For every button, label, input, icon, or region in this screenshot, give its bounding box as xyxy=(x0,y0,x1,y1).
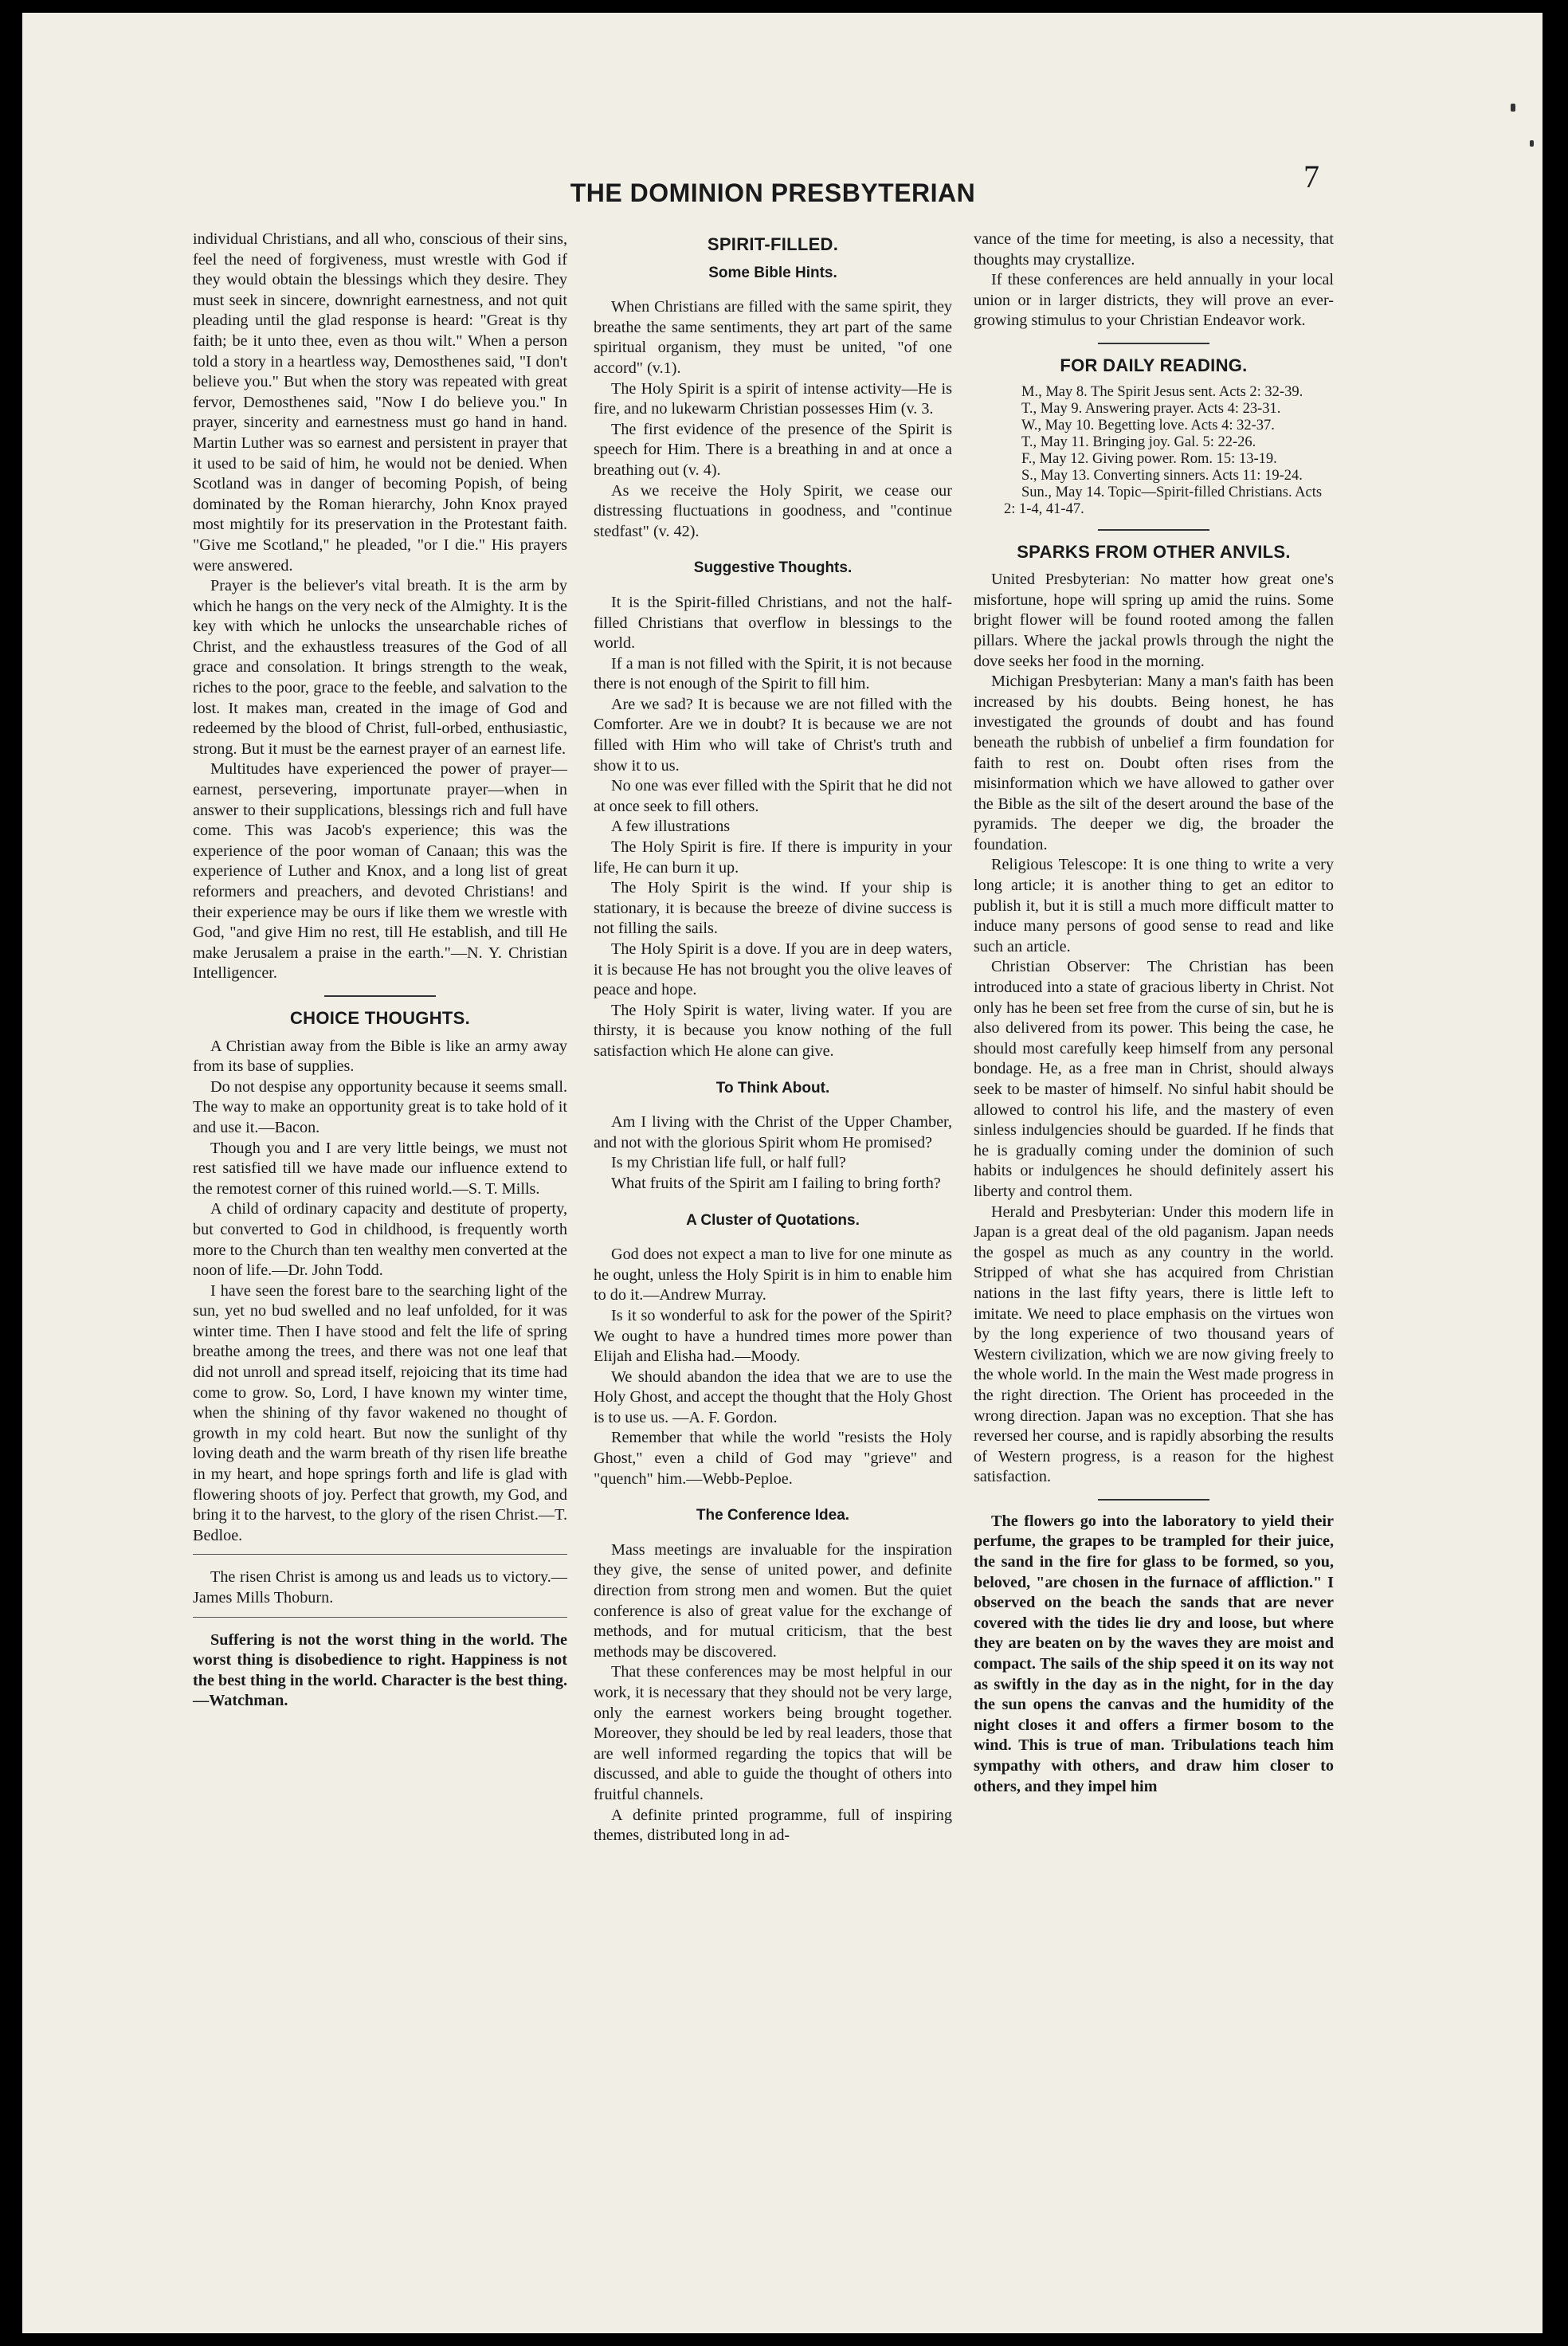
thought-paragraph: If a man is not filled with the Spirit, it is not because there is not enough of the Spirit to fill him. xyxy=(594,654,952,693)
margin-speck xyxy=(1511,104,1515,112)
subheading-suggestive-thoughts: Suggestive Thoughts. xyxy=(693,559,853,577)
section-divider xyxy=(193,1554,567,1555)
quote-paragraph: A child of ordinary capacity and destitute of property, but converted to God in childhood, is frequently worth more to the Church than ten wealthy men converted at the noon of life.—Dr. John Todd. xyxy=(193,1200,567,1280)
section-divider xyxy=(1098,1499,1209,1501)
column-1 xyxy=(193,230,567,1712)
section-divider xyxy=(1098,343,1209,344)
sparks-paragraph: Religious Telescope: It is one thing to write a very long article; it is another thing to get an editor to publish it, but it is still a much more difficult matter to induce many persons of good sense to read and like such an article. xyxy=(974,856,1334,955)
daily-reading-item: S., May 13. Converting sinners. Acts 11: 19-24. xyxy=(1021,467,1303,484)
illustration-paragraph: The Holy Spirit is a dove. If you are in deep waters, it is because He has not brought you the olive leaves of peace and hope. xyxy=(594,940,952,999)
daily-reading-item: W., May 10. Begetting love. Acts 4: 32-37. xyxy=(1021,417,1275,434)
column-3 xyxy=(974,230,1334,1797)
illustration-paragraph: The Holy Spirit is fire. If there is impurity in your life, He can burn it up. xyxy=(594,838,952,877)
daily-reading-item: M., May 8. The Spirit Jesus sent. Acts 2: 32-39. xyxy=(1021,383,1303,400)
article-paragraph: Multitudes have experienced the power of prayer—earnest, persevering, importunate prayer—when in answer to their supplications, blessings rich and full have come. This was Jacob's experience; this was the experience of the poor woman of Canaan; this was the experience of Luther and Knox, and a long list of great reformers and preachers, and devoted Christians! and their experience may be ours if like them we wrestle with God, "and give Him no rest, till He establish, and till He make Jerusalem a praise in the earth."—N. Y. Christian Intelligencer. xyxy=(193,760,567,983)
sparks-paragraph: Michigan Presbyterian: Many a man's faith has been increased by his doubts. Being honest, he has investigated the grounds of doubt and has found beneath the rubbish of unbelief a firm foundation for faith to rest on. Doubt often rises from the misinformation which we have allowed to gather over the Bible as the silt of the desert around the base of the pyramids. The deeper we dig, the broader the foundation. xyxy=(974,673,1334,853)
section-divider xyxy=(193,1617,567,1618)
continuation-paragraph: If these conferences are held annually in your local union or in larger districts, they will prove an ever-growing stimulus to your Christian Endeavor work. xyxy=(974,271,1334,330)
margin-speck xyxy=(1530,140,1534,147)
thought-paragraph: No one was ever filled with the Spirit that he did not at once seek to fill others. xyxy=(594,777,952,815)
hint-paragraph: When Christians are filled with the same spirit, they breathe the same sentiments, they art part of the same spiritual organism, they must be united, "of one accord" (v.1). xyxy=(594,298,952,377)
section-heading-daily-reading: FOR DAILY READING. xyxy=(1060,355,1248,375)
section-heading-sparks: SPARKS FROM OTHER ANVILS. xyxy=(1017,541,1291,562)
section-divider xyxy=(324,995,436,997)
thought-paragraph: It is the Spirit-filled Christians, and not the half-filled Christians that overflow in blessings to the world. xyxy=(594,593,952,653)
section-heading-spirit-filled: SPIRIT-FILLED. xyxy=(707,234,839,254)
risen-christ-note: The risen Christ is among us and leads us to victory.—James Mills Thoburn. xyxy=(193,1568,567,1606)
quote-paragraph: I have seen the forest bare to the searching light of the sun, yet no bud swelled and no leaf unfolded, for it was winter time. Then I have stood and felt the life of spring breathe among the trees, and there was not one leaf that did not unroll and spread itself, rejoicing that its time had come to grow. So, Lord, I have known my winter time, when the shining of thy favor wakened no thought of growth in my cold heart. But now the sunlight of thy loving death and the warm breath of thy risen life breathe in my heart, and hope springs forth and life is glad with flowering shoots of joy. Perfect that growth, my God, and bring it to the harvest, to the glory of the risen Christ.—T. Bedloe. xyxy=(193,1281,567,1544)
sparks-paragraph: Christian Observer: The Christian has been introduced into a state of gracious liberty in Christ. Not only has he been set free from the curse of sin, but he is also delivered from its power. This being the case, he should most carefully keep himself from any personal bondage. He, as a free man in Christ, should always seek to be master of himself. No sinful habit should be allowed to control his life, and the mastery of even sinless indulgencies should be guarded. If he finds that he is gradually coming under the dominion of such habits or indulgences he should definitely assert his liberty and control them. xyxy=(974,958,1334,1200)
quote-paragraph: Do not despise any opportunity because it seems small. The way to make an opportunity great is to take hold of it and use it.—Bacon. xyxy=(193,1077,567,1136)
daily-reading-item: T., May 9. Answering prayer. Acts 4: 23-31. xyxy=(1021,400,1281,417)
section-divider xyxy=(1098,529,1209,531)
subheading-bible-hints: Some Bible Hints. xyxy=(708,264,837,281)
masthead-title: THE DOMINION PRESBYTERIAN xyxy=(570,178,976,207)
hint-paragraph: The first evidence of the presence of the Spirit is speech for Him. There is a breathing in and at once a breathing out (v. 4). xyxy=(594,420,952,479)
question-paragraph: What fruits of the Spirit am I failing to bring forth? xyxy=(611,1174,941,1192)
quotation-paragraph: God does not expect a man to live for one minute as he ought, unless the Holy Spirit is in him to enable him to do it.—Andrew Murray. xyxy=(594,1246,952,1304)
section-heading-choice-thoughts: CHOICE THOUGHTS. xyxy=(289,1007,471,1028)
conference-paragraph: A definite printed programme, full of inspiring themes, distributed long in ad- xyxy=(594,1806,952,1845)
illustration-paragraph: The Holy Spirit is water, living water. If you are thirsty, it is because you know nothing of the full satisfaction which He alone can give. xyxy=(594,1001,952,1060)
sparks-paragraph: Herald and Presbyterian: Under this modern life in Japan is a great deal of the old paganism. Japan needs the gospel as much as any country in the world. Stripped of what she has acquired from Christian nations in the last fifty years, there is little left to imitate. We need to place emphasis on the virtues won by the long experience of two thousand years of Western civilization, which we are now giving freely to the whole world. In the main the West made progress in the right direction. The Orient has proceeded in the wrong direction. Japan was no exception. That she has reversed her course, and is rapidly absorbing the results of Western progress, is a reason for the highest satisfaction. xyxy=(974,1202,1334,1486)
daily-reading-item: T., May 11. Bringing joy. Gal. 5: 22-26. xyxy=(1021,434,1256,450)
suffering-note: Suffering is not the worst thing in the world. The worst thing is disobedience to right. Happiness is not the best thing in the world. Character is the best thing. —Watchman. xyxy=(193,1630,567,1710)
hint-paragraph: The Holy Spirit is a spirit of intense activity—He is fire, and no lukewarm Christian possesses Him (v. 3. xyxy=(594,379,952,418)
daily-reading-item: F., May 12. Giving power. Rom. 15: 13-19. xyxy=(1021,450,1277,467)
illustration-paragraph: The Holy Spirit is the wind. If your ship is stationary, it is because the breeze of divine success is not filling the sails. xyxy=(594,879,952,938)
continuation-paragraph: vance of the time for meeting, is also a necessity, that thoughts may crystallize. xyxy=(974,230,1334,269)
quotation-paragraph: We should abandon the idea that we are to use the Holy Ghost, and accept the thought that the Holy Ghost is to use us. —A. F. Gordon. xyxy=(594,1367,952,1426)
subheading-to-think-about: To Think About. xyxy=(715,1079,830,1096)
conference-paragraph: That these conferences may be most helpful in our work, it is necessary that they should not be very large, only the earnest workers being brought together. Moreover, they should be led by real leaders, those that are well informed regarding the topics that will be discussed, and able to guide the thought of others into fruitful channels. xyxy=(594,1663,952,1803)
article-paragraph: Prayer is the believer's vital breath. It is the arm by which he hangs on the very neck of the Almighty. It is the key with which he unlocks the unsearchable riches of Christ, and the exhaustless treasures of the God of all grace and consolation. It brings strength to the weak, riches to the poor, grace to the feeble, and salvation to the lost. It makes man, created in the image of God and redeemed by the blood of Christ, full-orbed, enthusiastic, strong. But it must be the earnest prayer of an earnest life. xyxy=(193,577,567,758)
subheading-conference-idea: The Conference Idea. xyxy=(696,1507,850,1524)
thought-paragraph: Are we sad? It is because we are not filled with the Comforter. Are we in doubt? It is because we are not filled with Him who will take of Christ's truth and show it to us. xyxy=(594,695,952,775)
flowers-paragraph: The flowers go into the laboratory to yield their perfume, the grapes to be trampled for their juice, the sand in the fire for glass to be formed, so you, beloved, "are chosen in the furnace of affliction." I observed on the beach the sands that are never covered with the tides lie dry and loose, but where they are beaten on by the waves they are moist and compact. The sails of the ship speed it on its way not as swiftly in the day as in the night, for in the day the sun opens the canvas and the humidity of the night closes it and offers a firmer bosom to the wind. This is true of man. Tribulations teach him sympathy with others, and draw him closer to others, and they impel him xyxy=(974,1512,1334,1795)
page-number: 7 xyxy=(1303,159,1319,194)
article-paragraph: individual Christians, and all who, conscious of their sins, feel the need of forgiveness, must wrestle with God if they would obtain the blessings which they desire. They must seek in sincere, downright earnestness, and not quit pleading until the glad response is heard: "Great is thy faith; be it unto thee, even as thou wilt." When a person told a story in a heartless way, Demosthenes said, "I don't believe you." But when the story was repeated with great fervor, Demosthenes said, "Now I do believe you." In prayer, sincerity and earnestness must go hand in hand. Martin Luther was so earnest and persistent in prayer that it used to be said of him, he would not be denied. When Scotland was in danger of becoming Popish, of being dominated by the Roman hierarchy, John Knox prayed most mightily for its preservation in the Protestant faith. "Give me Scotland," he pleaded, "or I die." His prayers were answered. xyxy=(193,230,567,575)
quotation-paragraph: Remember that while the world "resists the Holy Ghost," even a child of God may "grieve" and "quench" him.—Webb-Peploe. xyxy=(594,1429,952,1488)
conference-paragraph: Mass meetings are invaluable for the inspiration they give, the sense of united power, and definite direction from strong men and women. But the quiet conference is also of great value for the exchange of methods, and for mutual criticism, that the best methods may be discovered. xyxy=(594,1540,952,1661)
illustrations-label: A few illustrations xyxy=(611,818,731,836)
daily-reading-item: Sun., May 14. Topic—Spirit-filled Christians. Acts 2: 1-4, 41-47. xyxy=(1004,484,1323,517)
question-paragraph: Is my Christian life full, or half full? xyxy=(611,1154,846,1172)
quotation-paragraph: Is it so wonderful to ask for the power of the Spirit? We ought to have a hundred times more power than Elijah and Elisha had.—Moody. xyxy=(594,1306,952,1366)
quote-paragraph: A Christian away from the Bible is like an army away from its base of supplies. xyxy=(193,1037,567,1076)
question-paragraph: Am I living with the Christ of the Upper Chamber, and not with the glorious Spirit whom He promised? xyxy=(594,1113,952,1151)
column-2 xyxy=(594,230,952,1846)
hint-paragraph: As we receive the Holy Spirit, we cease our distressing fluctuations in goodness, and "continue stedfast" (v. 42). xyxy=(594,481,952,540)
subheading-cluster-of-quotations: A Cluster of Quotations. xyxy=(686,1211,860,1229)
quote-paragraph: Though you and I are very little beings, we must not rest satisfied till we have made our influence extend to the remotest corner of this ruined world.—S. T. Mills. xyxy=(193,1139,567,1198)
sparks-paragraph: United Presbyterian: No matter how great one's misfortune, hope will spring up amid the ruins. Some bright flower will be found rooted among the fallen pillars. Where the jackal prowls through the night the dove seeks her food in the morning. xyxy=(974,571,1334,670)
